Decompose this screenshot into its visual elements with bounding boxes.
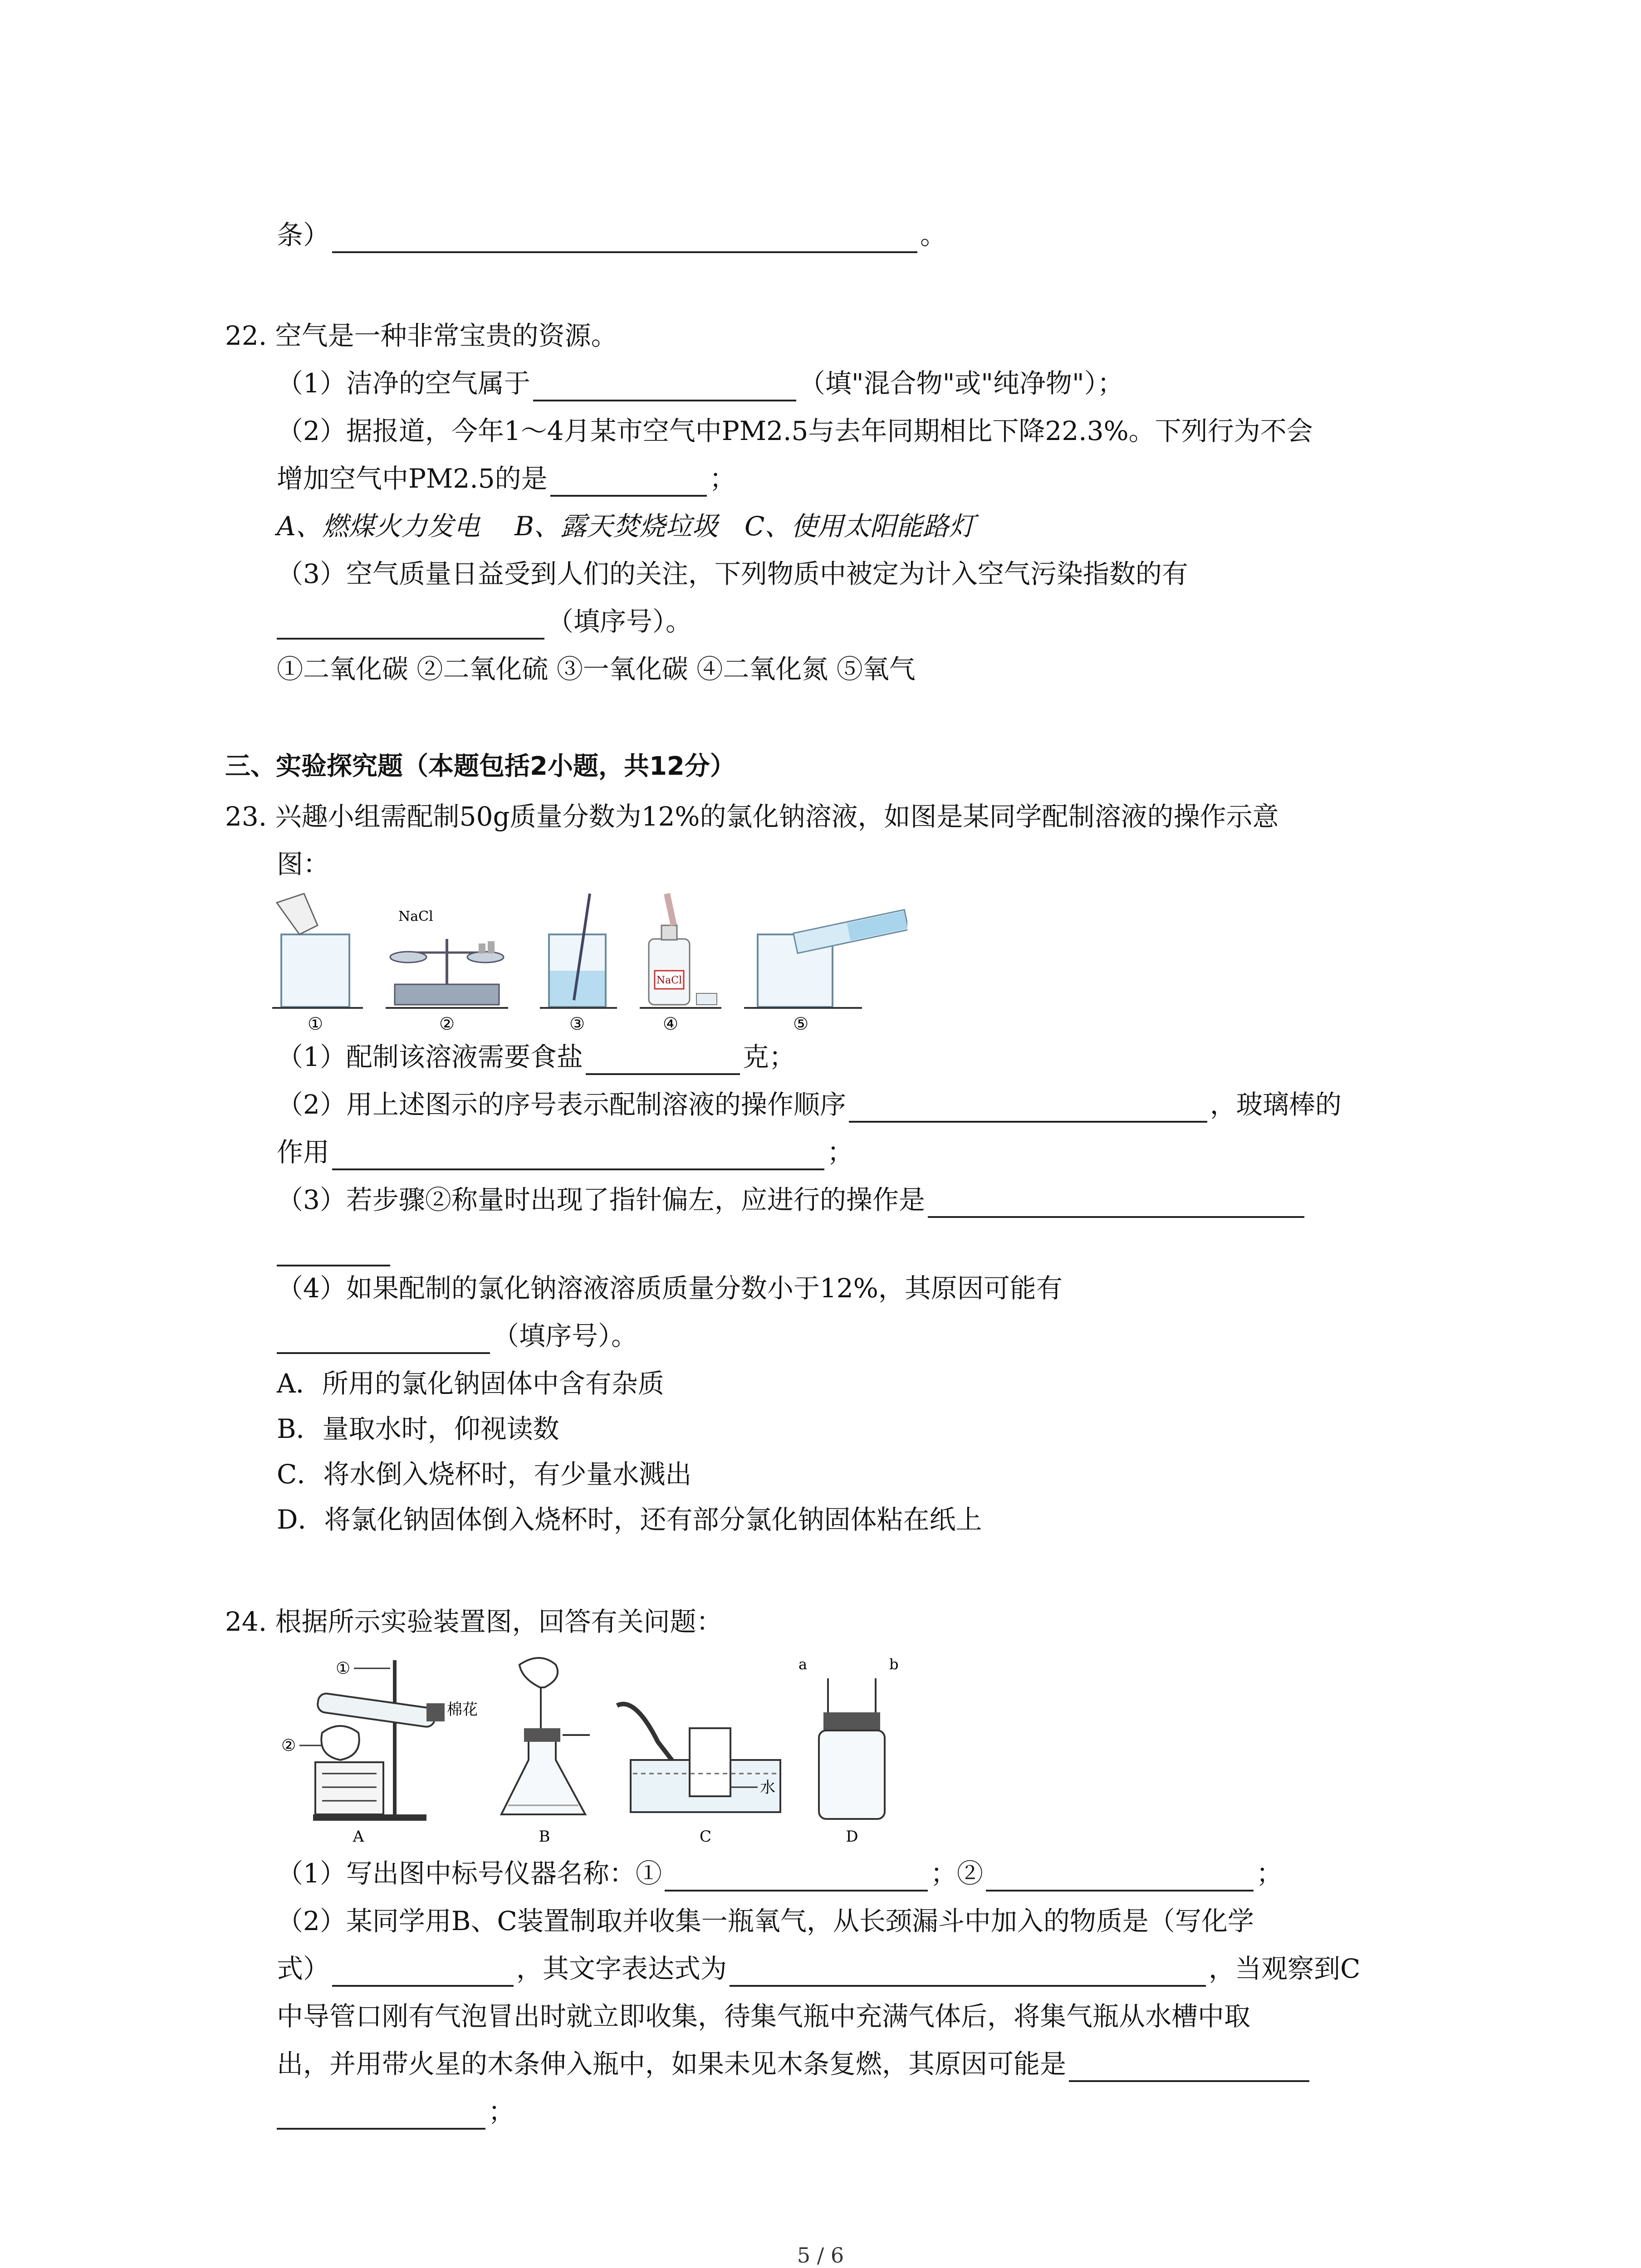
answer-blank[interactable] [332, 1957, 514, 1987]
apparatus-label-a: A [353, 1828, 364, 1846]
balance-scale [386, 909, 508, 1008]
q24-part2-line5: ； [277, 2093, 514, 2130]
q24-part2-line3: 中导管口刚有气泡冒出时就立即收集，待集气瓶中充满气体后，将集气瓶从水槽中取 [277, 2001, 1251, 2032]
q23-stem-line1: 23. 兴趣小组需配制50g质量分数为12%的氯化钠溶液，如图是某同学配制溶液的操作示意 [225, 801, 1279, 832]
answer-blank[interactable] [730, 1957, 1206, 1987]
step-label-4: ④ [662, 1014, 679, 1034]
answer-blank[interactable] [277, 1324, 490, 1354]
step-label-2: ② [439, 1014, 455, 1034]
tube-label-a: a [798, 1656, 808, 1673]
mark-2: ② [281, 1736, 296, 1755]
q22-part2-line2: 增加空气中PM2.5的是 ； [277, 460, 736, 497]
q23-part3-continued [277, 1230, 393, 1266]
q23-part4-line2: （填序号）。 [277, 1318, 637, 1354]
answer-blank[interactable] [533, 371, 796, 401]
water-label: 水 [760, 1779, 775, 1797]
beaker-pouring [744, 909, 907, 1008]
q22-part1: （1）洁净的空气属于 （填"混合物"或"纯净物"）； [277, 365, 1124, 401]
q22-part3-line1: （3）空气质量日益受到人们的关注，下列物质中被定为计入空气污染指数的有 [277, 558, 1188, 589]
bottle-label: NaCl [656, 975, 682, 986]
answer-blank[interactable] [665, 1862, 928, 1892]
apparatus-b [501, 1658, 590, 1814]
beaker-with-rod [540, 894, 617, 1008]
q23-part2-line2: 作用 ； [277, 1134, 853, 1170]
q23-part1: （1）配制该溶液需要食盐 克； [277, 1039, 795, 1075]
apparatus-figure [272, 1651, 953, 1846]
cotton-label: 棉花 [447, 1701, 478, 1719]
answer-blank[interactable] [586, 1045, 740, 1075]
step-label-1: ① [307, 1014, 323, 1034]
answer-blank[interactable] [986, 1862, 1254, 1892]
apparatus-d [798, 1656, 898, 1819]
answer-blank[interactable] [849, 1093, 1207, 1123]
section-title: 三、实验探究题（本题包括2小题，共12分） [225, 752, 735, 781]
q24-part2-line4: 出，并用带火星的木条伸入瓶中，如果未见木条复燃，其原因可能是 [277, 2046, 1312, 2082]
apparatus-label-b: B [539, 1828, 550, 1846]
q23-part4: （4）如果配制的氯化钠溶液溶质质量分数小于12%，其原因可能有 [277, 1273, 1063, 1304]
q23-part2-line1: （2）用上述图示的序号表示配制溶液的操作顺序 ，玻璃棒的 [277, 1086, 1342, 1123]
answer-blank[interactable] [332, 1140, 824, 1170]
q23-option-b: B．量取水时，仰视读数 [277, 1413, 559, 1444]
nacl-label: NaCl [398, 909, 433, 924]
page-number: 5 / 6 [797, 2243, 844, 2268]
beaker-with-paper [272, 894, 363, 1008]
answer-blank[interactable] [928, 1188, 1304, 1218]
q22-stem: 22. 空气是一种非常宝贵的资源。 [225, 320, 617, 351]
apparatus-c [617, 1704, 780, 1812]
q23-option-a: A．所用的氯化钠固体中含有杂质 [277, 1368, 664, 1399]
step-label-5: ⑤ [793, 1014, 809, 1034]
q24-part1: （1）写出图中标号仪器名称：① ；② ； [277, 1855, 1283, 1892]
q23-option-c: C．将水倒入烧杯时，有少量水溅出 [277, 1459, 692, 1490]
reagent-bottle [640, 894, 721, 1008]
apparatus-label-c: C [699, 1828, 712, 1846]
answer-blank[interactable] [332, 223, 917, 253]
step-label-3: ③ [569, 1014, 585, 1034]
q24-stem: 24. 根据所示实验装置图，回答有关问题： [225, 1606, 723, 1637]
mark-1: ① [336, 1659, 351, 1678]
q24-part2-line2: 式） ，其文字表达式为 ，当观察到C [277, 1950, 1360, 1987]
apparatus-label-d: D [846, 1828, 858, 1846]
answer-blank[interactable] [1069, 2052, 1309, 2082]
answer-blank[interactable] [277, 1237, 390, 1266]
q22-part2-line1: （2）据报道，今年1～4月某市空气中PM2.5与去年同期相比下降22.3%。下列行为不会 [277, 415, 1313, 446]
q24-part2-line1: （2）某同学用B、C装置制取并收集一瓶氧气，从长颈漏斗中加入的物质是（写化学 [277, 1906, 1254, 1936]
q23-part3: （3）若步骤②称量时出现了指针偏左，应进行的操作是 [277, 1182, 1307, 1218]
answer-blank[interactable] [277, 2100, 485, 2130]
q22-options: A、燃煤火力发电 B、露天焚烧垃圾 C、使用太阳能路灯 [277, 511, 975, 542]
tube-label-b: b [889, 1656, 899, 1673]
q22-part3-items: ①二氧化碳 ②二氧化硫 ③一氧化碳 ④二氧化氮 ⑤氧气 [277, 654, 916, 684]
q23-option-d: D．将氯化钠固体倒入烧杯时，还有部分氯化钠固体粘在纸上 [277, 1504, 982, 1535]
prev-question-tail: 条） 。 [277, 217, 946, 253]
q22-part3-line2: （填序号）。 [277, 603, 692, 640]
solution-prep-figure [272, 885, 907, 1034]
apparatus-a [281, 1659, 478, 1821]
answer-blank[interactable] [550, 467, 707, 497]
answer-blank[interactable] [277, 610, 544, 640]
q23-stem-line2: 图： [277, 849, 330, 880]
